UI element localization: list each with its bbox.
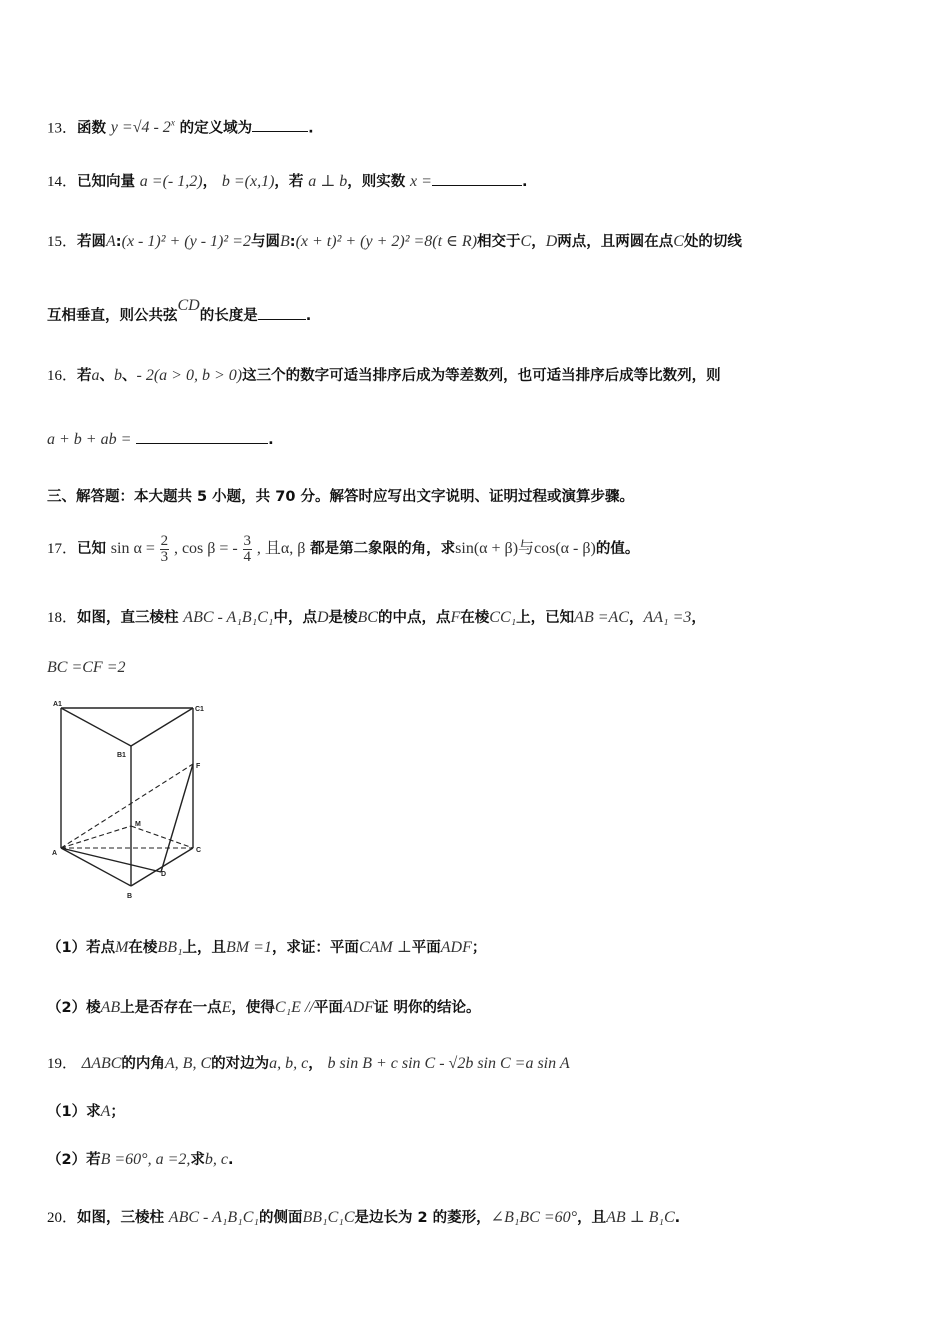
- vertex-label: B1: [117, 752, 126, 759]
- question-number: 13．: [47, 120, 78, 137]
- question-16: 16．若a、b、- 2(a > 0, b > 0)这三个的数字可适当排序后成为等差数列，也可适当排序后成等比数列，则: [47, 367, 721, 384]
- formula: ABC - A₁B₁C₁: [168, 1209, 259, 1226]
- question-number: 16．: [47, 368, 78, 384]
- vertex-label: A1: [53, 701, 62, 708]
- question-19-part-2: （2）若B =60°, a =2,求b, c.: [47, 1151, 234, 1168]
- question-13: 13．函数 y =√4 - 2$^x$ 的定义域为 .: [47, 118, 314, 137]
- answer-blank: [136, 429, 268, 444]
- question-15: 15．若圆A:(x - 1)² + (y - 1)² =2与圆B:(x + t)² + (y + 2)² =8(t ∈ R)相交于C，D两点，且两圆在点C处的切线: [47, 233, 742, 250]
- formula: sin α =: [110, 540, 155, 557]
- question-number: 15．: [47, 234, 78, 250]
- vertex-label: C1: [195, 706, 204, 713]
- question-18-part-1: （1）若点M在棱BB₁上，且BM =1，求证：平面CAM ⊥平面ADF；: [47, 939, 487, 956]
- question-number: 19．: [47, 1056, 78, 1072]
- vertex-label: A: [52, 850, 58, 857]
- answer-blank: [258, 305, 306, 320]
- formula: (x - 1)² + (y - 1)² =2: [121, 233, 251, 250]
- formula: b =(x,1): [221, 173, 275, 190]
- section-heading: 三、解答题：本大题共 5 小题，共 70 分。解答时应写出文字说明、证明过程或演算步骤。: [47, 489, 634, 505]
- formula: (x + t)² + (y + 2)² =8(t ∈ R): [295, 233, 478, 250]
- question-18-cont: [47, 656, 125, 679]
- question-19-part-1: （1）求A；: [47, 1103, 125, 1120]
- answer-blank: [432, 171, 522, 186]
- formula: x =: [410, 173, 432, 190]
- formula: BC =CF =2: [47, 659, 126, 676]
- formula: CD: [177, 297, 200, 314]
- question-number: 18．: [47, 610, 78, 626]
- vertex-label: B: [127, 893, 133, 900]
- question-15-cont: 互相垂直，则公共弦CD的长度是 .: [47, 297, 312, 324]
- formula: a =(- 1,2): [139, 173, 203, 190]
- question-18-part-2: （2）棱AB上是否存在一点E，使得C₁E //平面ADF证 明你的结论。: [47, 999, 481, 1016]
- formula: y =√4 - 2$^x$: [110, 118, 175, 137]
- formula: a + b + ab =: [47, 431, 132, 448]
- formula: ABC - A₁B₁C₁: [183, 609, 274, 626]
- question-19: 19． ΔABC的内角A, B, C的对边为a, b, c， b sin B + c sin C - √2b sin C =a sin A: [47, 1055, 570, 1072]
- vertex-label: C: [196, 847, 202, 854]
- question-number: 20．: [47, 1210, 78, 1226]
- question-20: 20．如图，三棱柱 ABC - A₁B₁C₁的侧面BB₁C₁C是边长为 2 的菱形，∠B₁BC =60°，且AB ⊥ B₁C.: [47, 1209, 681, 1226]
- fraction: $\frac{2}{3}$: [160, 532, 169, 565]
- formula: B =60°, a =2,: [100, 1151, 191, 1168]
- answer-blank: [252, 117, 308, 132]
- vertex-label: D: [161, 871, 167, 878]
- formula: b sin B + c sin C - √2b sin C =a sin A: [327, 1055, 570, 1072]
- formula: a ⊥ b: [308, 173, 348, 190]
- question-number: 14．: [47, 174, 78, 190]
- question-17: 17．已知 sin α = $\frac{2}{3}$ , cos β = - $\frac{3}{4}$ , 且α, β 都是第二象限的角，求sin(α + β)与cos(α - β)的值。: [47, 532, 640, 565]
- formula: ΔABC: [81, 1055, 122, 1072]
- formula: - 2(a > 0, b > 0): [136, 367, 243, 384]
- question-18: 18．如图，直三棱柱 ABC - A₁B₁C₁中，点D是棱BC的中点，点F在棱CC₁上，已知AB =AC，AA₁ =3，: [47, 609, 706, 626]
- question-14: 14．已知向量 a =(- 1,2)， b =(x,1)，若 a ⊥ b，则实数 x = .: [47, 173, 528, 190]
- fraction: $\frac{3}{4}$: [243, 532, 252, 565]
- question-number: 17．: [47, 541, 78, 557]
- question-16-cont: a + b + ab = .: [47, 431, 274, 448]
- vertex-label: F: [196, 763, 201, 770]
- vertex-label: M: [135, 821, 141, 828]
- prism-figure: [47, 696, 227, 906]
- formula: sin(α + β)与cos(α - β): [455, 540, 596, 557]
